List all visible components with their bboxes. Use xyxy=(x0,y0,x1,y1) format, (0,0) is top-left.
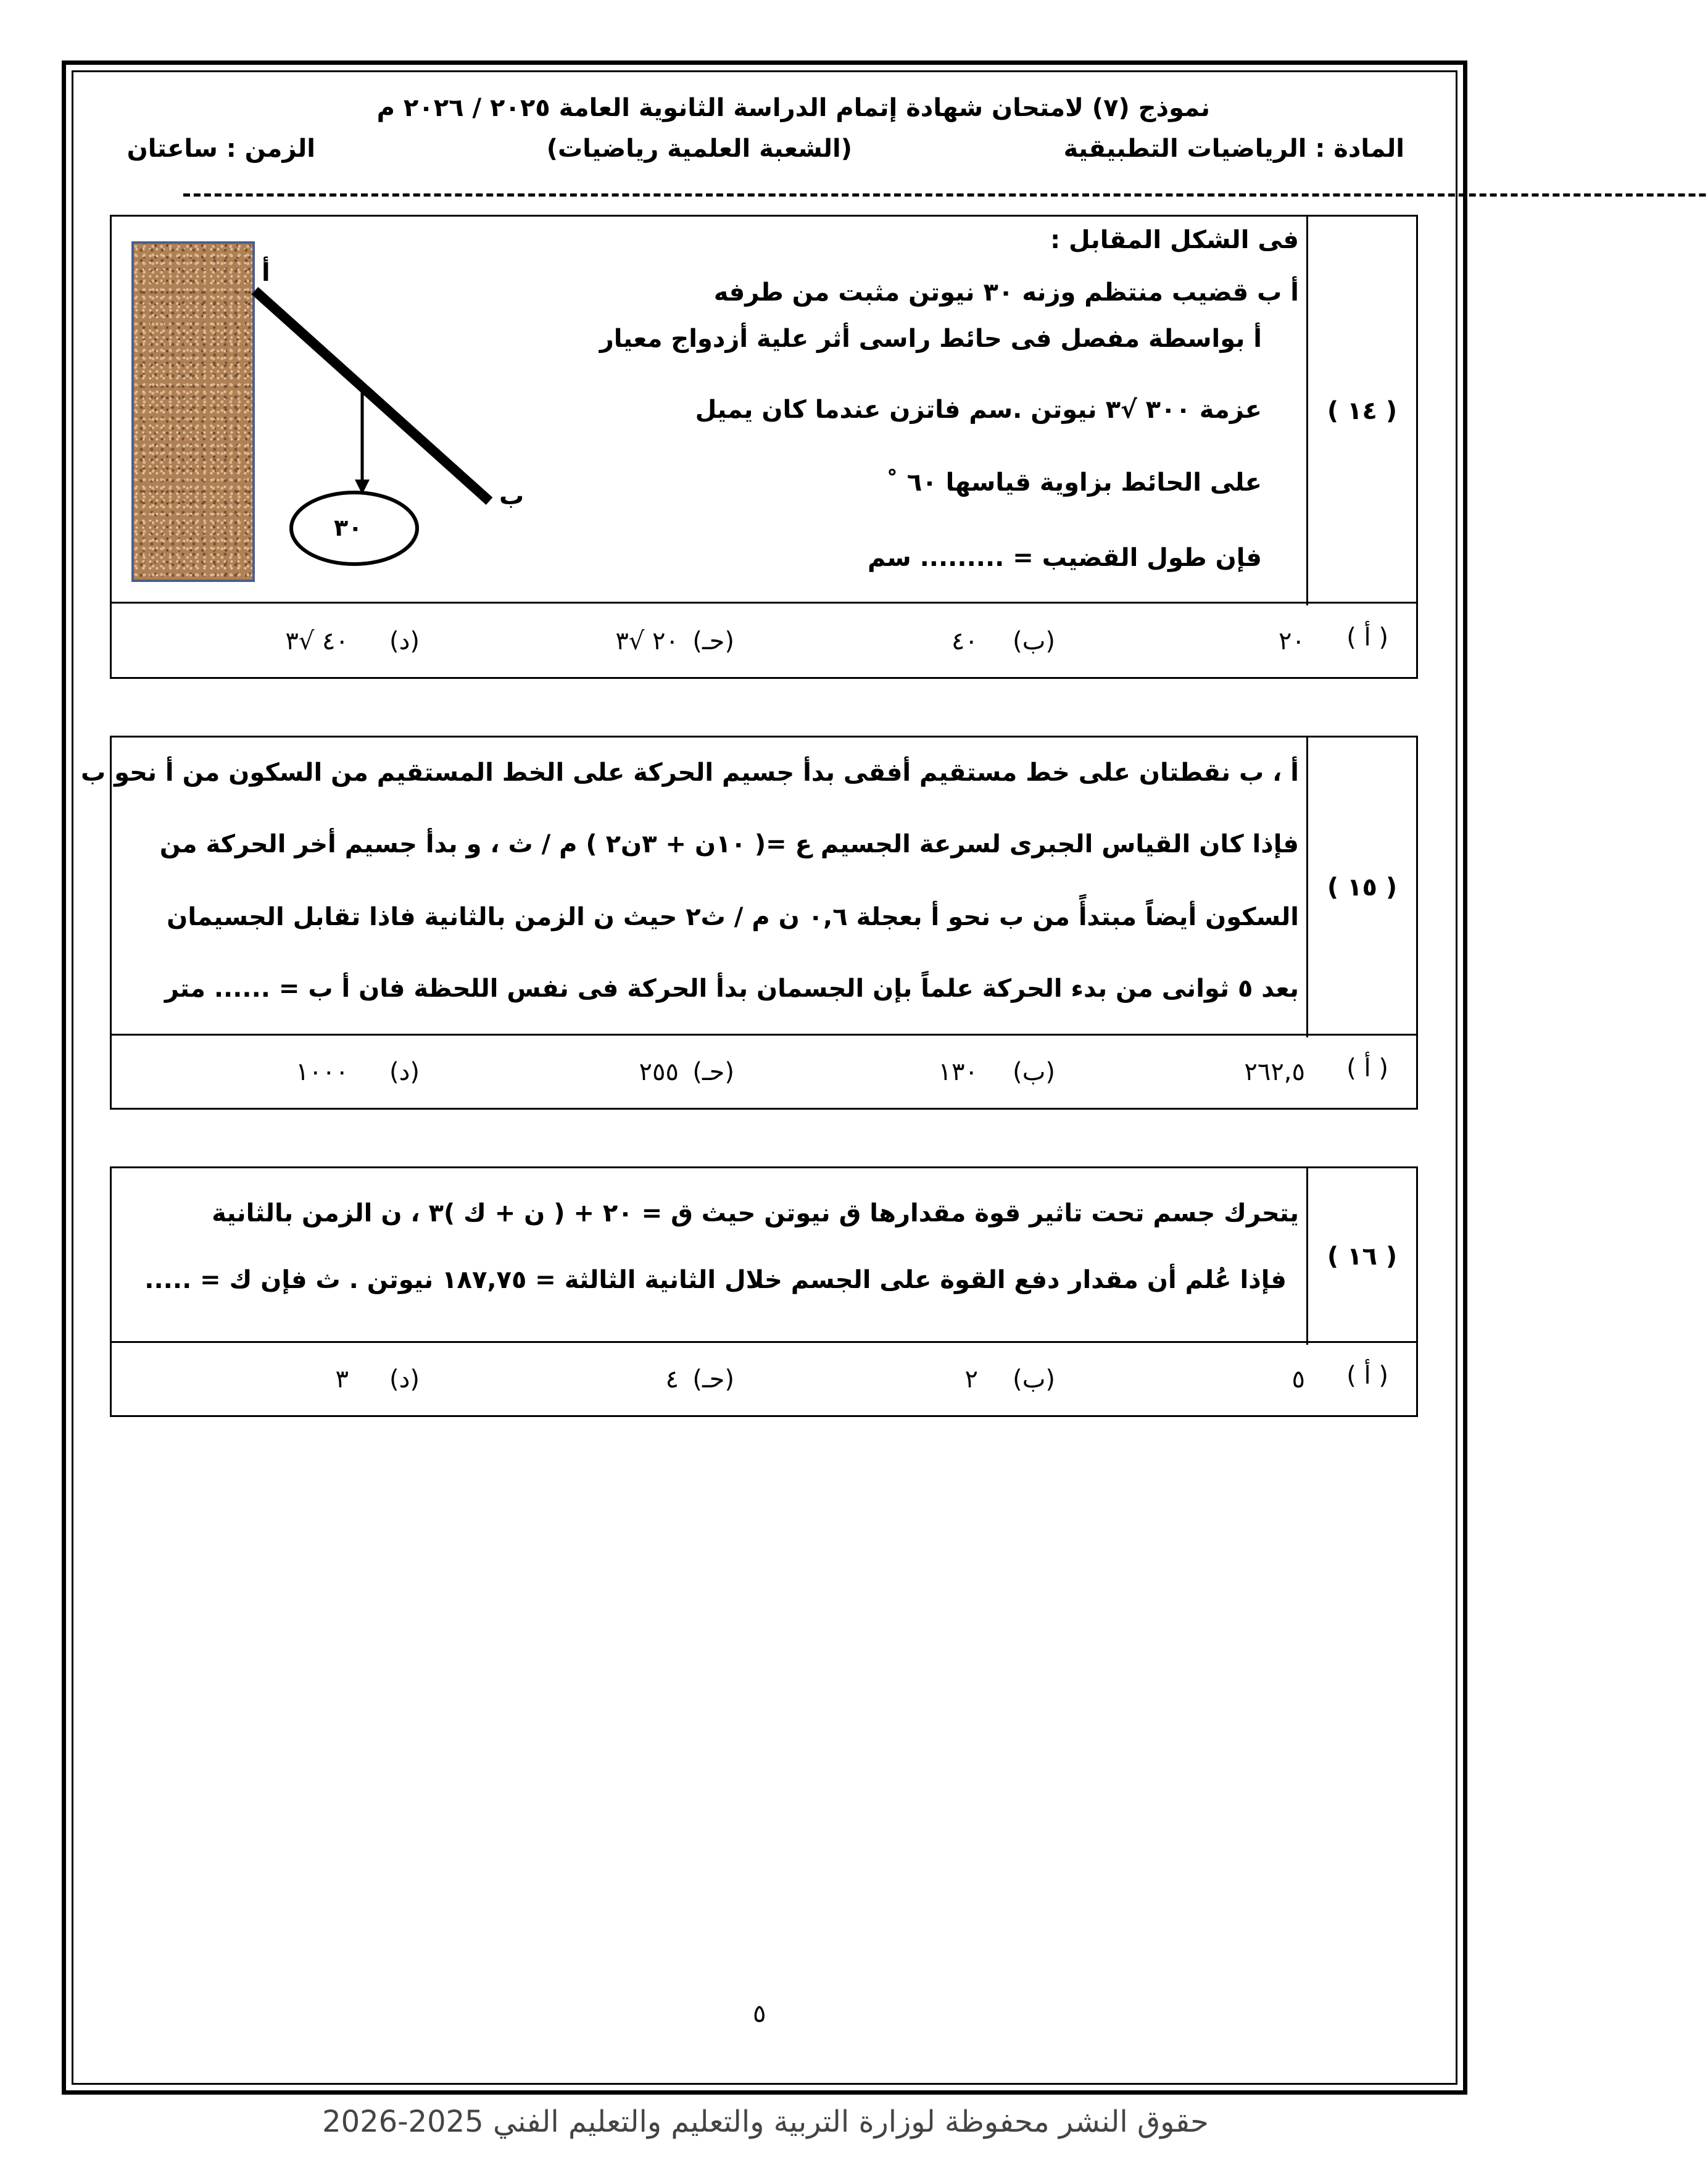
options-row xyxy=(112,1034,1416,1108)
option-b-label[interactable]: (ب) xyxy=(1013,1058,1055,1086)
branch-label: (الشعبة العلمية رياضيات) xyxy=(546,135,852,163)
question-line: فإذا كان القياس الجبرى لسرعة الجسيم ع =( ١٠ن + ٣ن٢ ) م / ث ، و بدأ جسيم أخر الحركة من xyxy=(159,830,1299,858)
option-d[interactable]: ٤٠ √٣ xyxy=(285,627,349,655)
option-b-label[interactable]: (ب) xyxy=(1013,1365,1055,1394)
header-separator: -------------------------------------------------------------------------------------------------------------------------------------------------- xyxy=(182,181,1708,207)
option-a-label[interactable]: ( أ ) xyxy=(1346,1054,1388,1082)
question-14 xyxy=(110,215,1418,679)
option-a[interactable]: ٢٦٢,٥ xyxy=(1244,1058,1305,1086)
option-b[interactable]: ٤٠ xyxy=(951,627,978,655)
rod-diagram xyxy=(112,217,667,605)
option-d[interactable]: ٣ xyxy=(335,1365,349,1394)
question-line: أ بواسطة مفصل فى حائط راسى أثر علية أزدواج معيار xyxy=(599,325,1262,353)
label-b: ب xyxy=(499,482,524,510)
exam-title: نموذج (٧) لامتحان شهادة إتمام الدراسة الثانوية العامة ٢٠٢٥ / ٢٠٢٦ م xyxy=(376,94,1210,122)
option-d-label[interactable]: (د) xyxy=(389,1365,420,1394)
option-b-label[interactable]: (ب) xyxy=(1013,627,1055,655)
time-label: الزمن : ساعتان xyxy=(126,135,315,163)
option-a[interactable]: ٥ xyxy=(1291,1365,1305,1394)
question-15 xyxy=(80,736,1418,1110)
option-c[interactable]: ٢٥٥ xyxy=(639,1058,679,1086)
option-c-label[interactable]: (حـ) xyxy=(692,1365,734,1394)
question-line: فى الشكل المقابل : xyxy=(1050,226,1299,254)
option-d[interactable]: ١٠٠٠ xyxy=(296,1058,349,1086)
option-a[interactable]: ٢٠ xyxy=(1279,627,1305,655)
page-number: ٥ xyxy=(753,2000,766,2028)
question-line: على الحائط بزاوية قياسها ٦٠ ˚ xyxy=(885,468,1262,497)
question-line: بعد ٥ ثوانى من بدء الحركة علماً بإن الجسمان بدأ الحركة فى نفس اللحظة فان أ ب = ...... متر xyxy=(164,974,1299,1003)
copyright-footer: حقوق النشر محفوظة لوزارة التربية والتعليم والتعليم الفني 2025-2026 xyxy=(322,2105,1209,2139)
option-c-label[interactable]: (حـ) xyxy=(692,1058,734,1086)
question-line: أ ، ب نقطتان على خط مستقيم أفقى بدأ جسيم الحركة على الخط المستقيم من السكون من أ نحو ب xyxy=(80,758,1299,787)
option-c[interactable]: ٢٠ √٣ xyxy=(615,627,679,655)
options-row xyxy=(112,1341,1416,1415)
question-16 xyxy=(110,1166,1418,1417)
question-line: السكون أيضاً مبتدأً من ب نحو أ بعجلة ٠,٦ ن م / ث٢ حيث ن الزمن بالثانية فاذا تقابل الجسيمان xyxy=(167,903,1299,931)
option-c[interactable]: ٤ xyxy=(665,1365,679,1394)
question-line: عزمة ٣٠٠ √٣ نيوتن .سم فاتزن عندما كان يميل xyxy=(695,396,1262,424)
option-b[interactable]: ١٣٠ xyxy=(938,1058,978,1086)
option-b[interactable]: ٢ xyxy=(964,1365,978,1394)
rod xyxy=(255,291,489,501)
label-a: أ xyxy=(262,259,270,287)
option-a-label[interactable]: ( أ ) xyxy=(1346,623,1388,652)
question-number: ( ١٥ ) xyxy=(1306,738,1416,1037)
question-line: يتحرك جسم تحت تاثير قوة مقدارها ق نيوتن حيث ق = ٢٠ + ( ن + ك )٣ ، ن الزمن بالثانية xyxy=(212,1199,1299,1228)
options-row xyxy=(112,602,1416,677)
question-line: فإذا عُلم أن مقدار دفع القوة على الجسم خلال الثانية الثالثة = ١٨٧,٧٥ نيوتن . ث فإن ك = ..... xyxy=(144,1266,1287,1294)
question-line: فإن طول القضيب = ......... سم xyxy=(867,544,1262,572)
option-d-label[interactable]: (د) xyxy=(389,627,420,655)
option-a-label[interactable]: ( أ ) xyxy=(1346,1361,1388,1390)
question-line: أ ب قضيب منتظم وزنه ٣٠ نيوتن مثبت من طرفه xyxy=(713,278,1299,307)
question-number: ( ١٤ ) xyxy=(1306,217,1416,605)
option-d-label[interactable]: (د) xyxy=(389,1058,420,1086)
subject-label: المادة : الرياضيات التطبيقية xyxy=(1063,135,1404,163)
question-number: ( ١٦ ) xyxy=(1306,1168,1416,1345)
weight-value: ٣٠ xyxy=(334,514,363,541)
option-c-label[interactable]: (حـ) xyxy=(692,627,734,655)
